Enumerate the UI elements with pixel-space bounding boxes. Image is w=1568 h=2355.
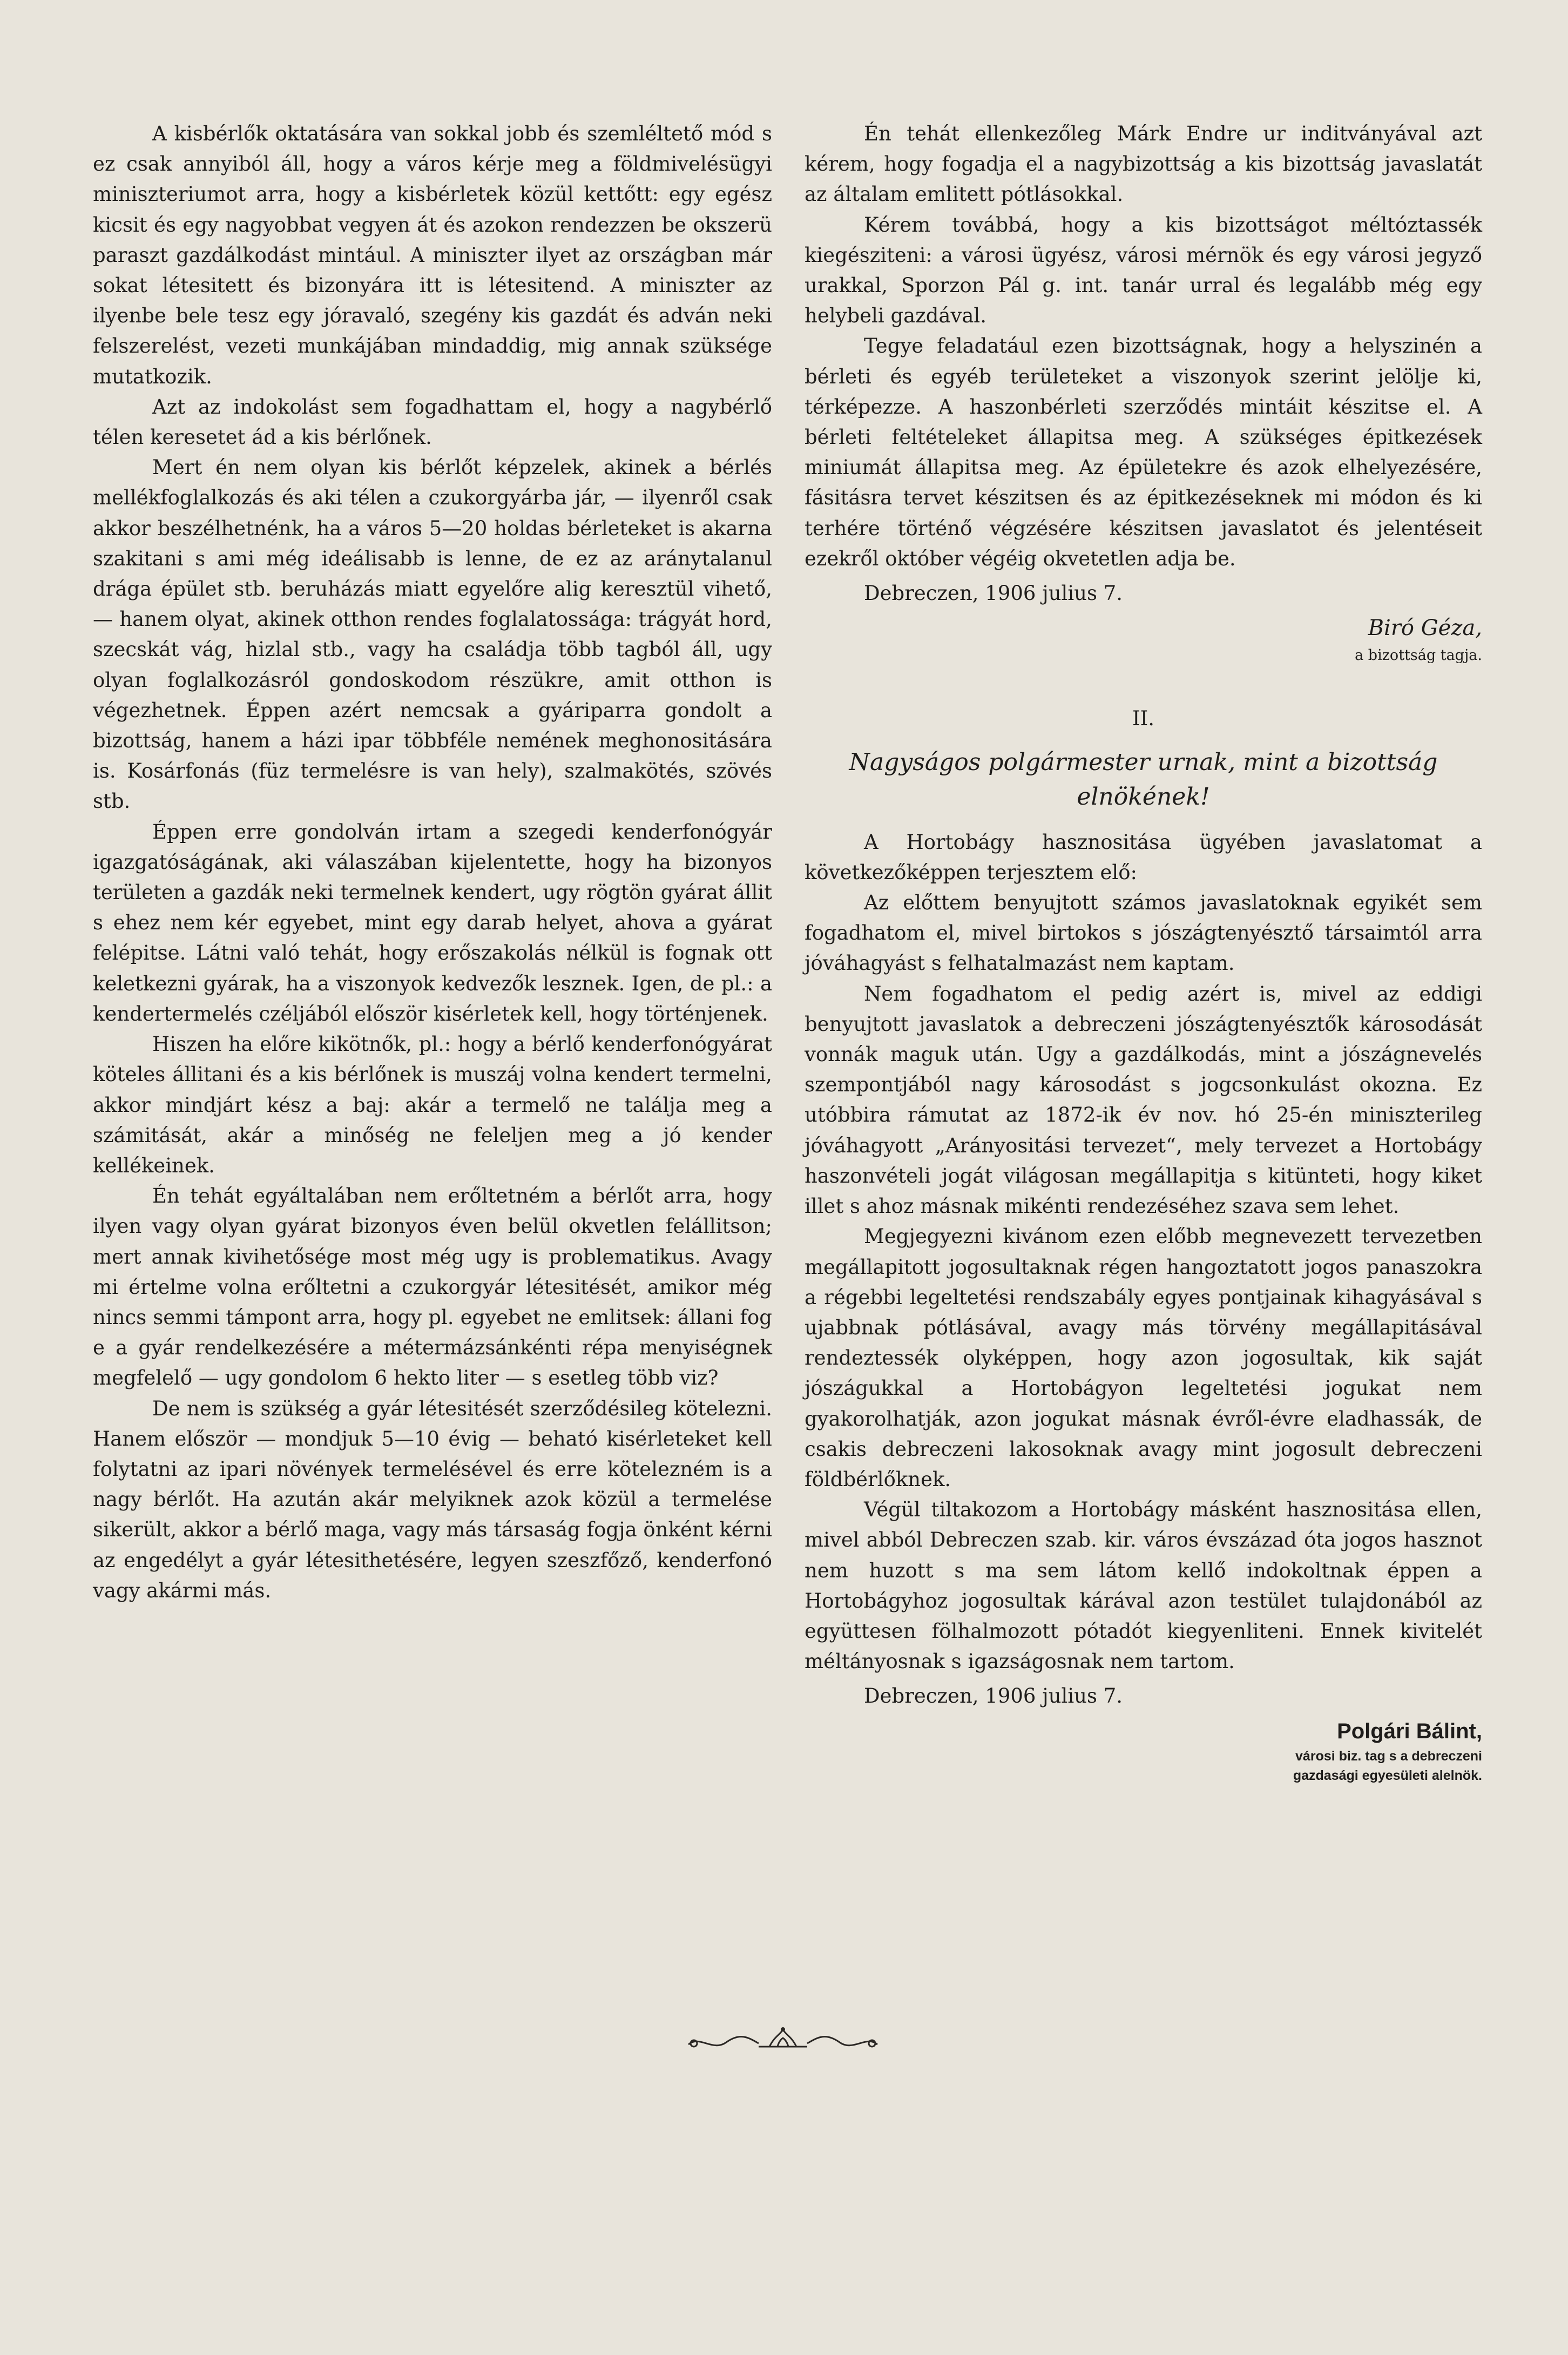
paragraph: Én tehát ellenkezőleg Márk Endre ur inditványával azt kérem, hogy fogadja el a nagybizottság a kis bizottság javaslatát az általam emlitett pótlásokkal. [805,122,1482,206]
date-line: Debreczen, 1906 julius 7. [864,582,1123,605]
signature-name: Polgári Bálint, [1337,1719,1482,1743]
signature-block [805,1716,1482,1785]
paragraph: Mert én nem olyan kis bérlőt képzelek, akinek a bérlés mellékfoglalkozás és aki télen a czukorgyárba jár, — ilyenről csak akkor beszélhetnénk, ha a város 5—20 holdas bérleteket is akarna szakitani s ami még ideálisabb is lenne, de ez az aránytalanul drága épület stb. beruházás miatt egyelőre alig keresztül vihető, — hanem olyat, akinek otthon rendes foglalatossága: trágyát hord, szecskát vág, hizlal stb., vagy ha családja több tagból áll, ugy olyan foglalkozásról gondoskodom részükre, amit otthon is végezhetnek. Éppen azért nemcsak a gyáriparra gondolt a bizottság, hanem a házi ipar többféle nemének meghonositására is. Kosárfonás (füz termelésre is van hely), szalmakötés, szövés stb. [93,456,772,813]
paragraph: Én tehát egyáltalában nem erőltetném a bérlőt arra, hogy ilyen vagy olyan gyárat bizonyos éven belül okvetlen felállitson; mert annak kivihetősége most még ugy is problematikus. Avagy mi értelme volna erőltetni a czukorgyár létesitését, amikor még nincs semmi támpont arra, hogy pl. egyebet ne emlitsek: állani fog e a gyár rendelkezésére a métermázsánkénti répa menyiségnek megfelelő — ugy gondolom 6 hekto liter — s esetleg több viz? [93,1184,772,1390]
address-heading: Nagyságos polgármester urnak, mint a bizottság elnökének! [849,748,1438,811]
date-line: Debreczen, 1906 julius 7. [864,1684,1123,1708]
right-column [805,119,1482,1785]
paragraph: Végül tiltakozom a Hortobágy másként hasznositása ellen, mivel abból Debreczen szab. kir. város évszázad óta jogos hasznot nem huzott s ma sem látom kellő indokoltnak éppen a Hortobágyhoz jogosultak kárával azon testület tulajdonából az együttesen fölhalmozott pótadót kiegyenliteni. Ennek kivitelét méltányosnak s igazságosnak nem tartom. [805,1498,1482,1674]
paragraph: Tegye feladatául ezen bizottságnak, hogy a helyszinén a bérleti és egyéb területeket a viszonyok szerint jelölje ki, térképezze. A haszonbérleti szerződés mintáit készitse el. A bérleti feltételeket állapitsa meg. A szükséges épitkezések miniumát állapitsa meg. Az épületekre és azok elhelyezésére, fásitásra tervet készitsen és az épitkezéseknek mi módon és ki terhére történő végzésére készitsen javaslatot és jelentéseit ezekről október végéig okvetetlen adja be. [805,334,1482,570]
paragraph: Megjegyezni kivánom ezen előbb megnevezett tervezetben megállapitott jogosultaknak régen hangoztatott jogos panaszokra a régebbi legeltetési rendszabály egyes pontjainak kihagyásával s ujabbnak pótlásával, avagy más törvény megállapitásával rendeztessék olyképpen, hogy azon jogosultak, kik saját jószágukkal a Hortobágyon legeltetési jogukat nem gyakorolhatják, azon jogukat másnak évről-évre eladhassák, de csakis debreczeni lakosoknak avagy mint jogosult debreczeni földbérlőknek. [805,1225,1482,1491]
section-number: II. [1132,707,1154,731]
paragraph: Nem fogadhatom el pedig azért is, mivel az eddigi benyujtott javaslatok a debreczeni jószágtenyésztők károsodását vonnák maguk után. Ugy a gazdálkodás, mint a jószágnevelés szempontjából nagy károsodást s jogcsonkulást okozna. Ez utóbbira rámutat az 1872-ik év nov. hó 25-én miniszterileg jóváhagyott „Arányositási tervezet“, mely tervezet a Hortobágy haszonvételi jogát világosan megállapitja s kitünteti, hogy kiket illet s ahoz másnak mikénti rendezéséhez szava sem lehet. [805,982,1482,1218]
paragraph: De nem is szükség a gyár létesitését szerződésileg kötelezni. Hanem először — mondjuk 5—10 évig — beható kisérleteket kell folytatni az ipari növények termelésével és erre kötelezném is a nagy bérlőt. Ha azután akár melyiknek azok közül a termelése sikerült, akkor a bérlő maga, vagy más társaság fogja önként kérni az engedélyt a gyár létesithetésére, legyen szeszfőző, kenderfonó vagy akármi más. [93,1396,772,1602]
ornament-divider-icon [683,2025,883,2057]
paragraph: Az előttem benyujtott számos javaslatoknak egyikét sem fogadhatom el, mivel birtokos s jószágtenyésztő társaimtól arra jóváhagyást s felhatalmazást nem kaptam. [805,891,1482,975]
paragraph: Éppen erre gondolván irtam a szegedi kenderfonógyár igazgatóságának, aki válaszában kijelentette, hogy ha bizonyos területen a gazdák neki termelnek kendert, ugy rögtön gyárat állit s ehez nem kér egyebet, mint egy darab helyet, ahova a gyárat felépitse. Látni való tehát, hogy erőszakolás nélkül is fognak ott keletkezni gyárak, ha a viszonyok kedvezők lesznek. Igen, de pl.: a kendertermelés czéljából először kisérletek kell, hogy történjenek. [93,820,772,1025]
paragraph: Hiszen ha előre kikötnők, pl.: hogy a bérlő kenderfonógyárat köteles állitani és a kis bérlőnek is muszáj volna kendert termelni, akkor mindjárt kész a baj: akár a termelő ne találja meg a számitását, akár a minőség ne feleljen meg a jó kender kellékeinek. [93,1033,772,1177]
paragraph: A kisbérlők oktatására van sokkal jobb és szemléltető mód s ez csak annyiból áll, hogy a város kérje meg a földmivelésügyi miniszteriumot arra, hogy a kisbérletek közül kettőtt: egy egész kicsit és egy nagyobbat vegyen át és azokon rendezzen be okszerü paraszt gazdálkodást mintául. A miniszter ilyet az országban már sokat létesitett és bizonyára itt is létesitend. A miniszter az ilyenbe bele tesz egy jóravaló, szegény kis gazdát és adván neki felszerelést, vezeti munkájában mindaddig, mig annak szüksége mutatkozik. [93,122,772,388]
paragraph: Kérem továbbá, hogy a kis bizottságot méltóztassék kiegésziteni: a városi ügyész, városi mérnök és egy városi jegyző urakkal, Sporzon Pál g. int. tanár urral és legalább még egy helybeli gazdával. [805,213,1482,328]
signature-name: Biró Géza, [1368,616,1482,641]
signature-role: a bizottság tagja. [1355,647,1482,664]
signature-role: gazdasági egyesületi alelnök. [1293,1767,1482,1783]
paragraph: A Hortobágy hasznositása ügyében javaslatomat a következőképpen terjesztem elő: [805,830,1482,884]
paragraph: Azt az indokolást sem fogadhattam el, hogy a nagybérlő télen keresetet ád a kis bérlőnek. [93,395,772,449]
left-column [93,119,772,1606]
signature-block [805,613,1482,666]
signature-role: városi biz. tag s a debreczeni [1295,1748,1482,1764]
